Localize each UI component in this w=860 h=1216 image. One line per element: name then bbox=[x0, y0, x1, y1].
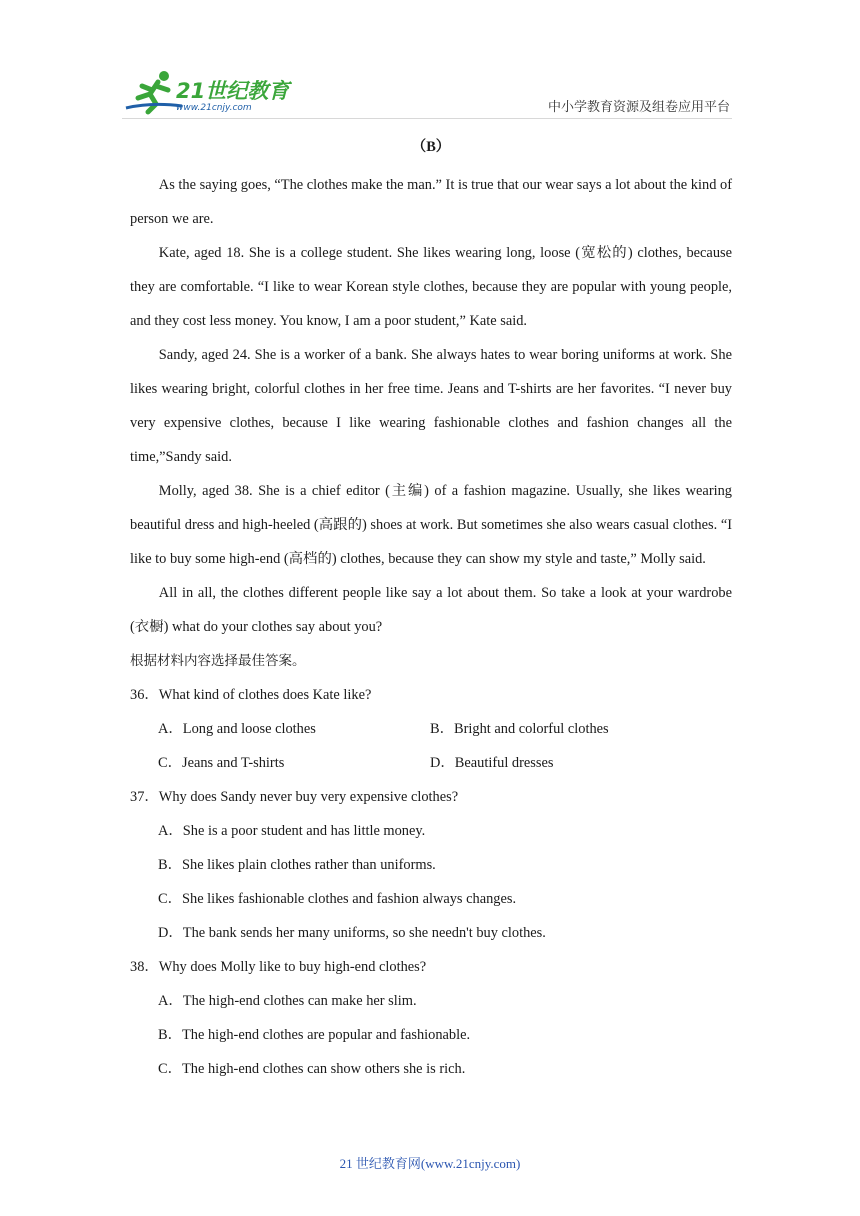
passage-paragraph: Kate, aged 18. She is a college student. She likes wearing long, loose (宽松的) clothes, because they are comfortable. “I like to wear Korean style clothes, because they are popular with young people, and they cost less money. You know, I am a poor student,” Kate said. bbox=[130, 245, 732, 329]
header-platform-text: 中小学教育资源及组卷应用平台 bbox=[547, 100, 730, 115]
passage-paragraph: Sandy, aged 24. She is a worker of a bank. She always hates to wear boring uniforms at work. She likes wearing bright, colorful clothes in her free time. Jeans and T-shirts are her favorites. “I never buy very expensive clothes, because I like wearing fashionable clothes and fashion changes all the time,”Sandy said. bbox=[130, 347, 732, 465]
logo-url-text: www.21cnjy.com bbox=[176, 103, 252, 113]
passage-paragraph: Molly, aged 38. She is a chief editor (主编) of a fashion magazine. Usually, she likes wearing beautiful dress and high-heeled (高跟的) shoes at work. But sometimes she also wears casual clothes. “I like to buy some high-end (高档的) clothes, because they can show my style and taste,” Molly said. bbox=[130, 483, 732, 567]
option-b: B．The high-end clothes are popular and fashionable. bbox=[158, 1027, 471, 1043]
question-37: 37．Why does Sandy never buy very expensive clothes? bbox=[130, 789, 459, 805]
logo-runner-head-icon bbox=[159, 71, 169, 81]
option-c: C．Jeans and T-shirts bbox=[158, 755, 285, 771]
logo bbox=[122, 68, 292, 116]
option-b: B．She likes plain clothes rather than uniforms. bbox=[158, 857, 436, 873]
instruction-text: 根据材料内容选择最佳答案。 bbox=[130, 653, 306, 669]
option-d: D．The bank sends her many uniforms, so she needn't buy clothes. bbox=[158, 925, 546, 941]
option-c: C．She likes fashionable clothes and fashion always changes. bbox=[158, 891, 517, 907]
passage-paragraph: All in all, the clothes different people like say a lot about them. So take a look at your wardrobe (衣橱) what do your clothes say about you? bbox=[130, 585, 732, 635]
question-36-options-row-1 bbox=[130, 712, 732, 746]
option-c: C．The high-end clothes can show others she is rich. bbox=[158, 1061, 466, 1077]
option-a: A．Long and loose clothes bbox=[158, 721, 316, 737]
logo-main-text: 21世纪教育 bbox=[176, 79, 290, 103]
passage-paragraph: As the saying goes, “The clothes make the man.” It is true that our wear says a lot about the kind of person we are. bbox=[130, 177, 732, 227]
option-d: D．Beautiful dresses bbox=[430, 755, 554, 771]
option-a: A．She is a poor student and has little money. bbox=[158, 823, 426, 839]
section-title: （B） bbox=[411, 139, 451, 155]
question-38: 38．Why does Molly like to buy high-end clothes? bbox=[130, 959, 427, 975]
page-footer: 21 世纪教育网(www.21cnjy.com) bbox=[339, 1156, 521, 1171]
option-b: B．Bright and colorful clothes bbox=[430, 721, 609, 737]
document-body bbox=[130, 134, 732, 1086]
page-header bbox=[0, 0, 860, 120]
header-divider bbox=[122, 118, 732, 119]
question-36-options-row-2 bbox=[130, 746, 732, 780]
logo-runner-body-icon bbox=[138, 82, 168, 112]
question-36: 36．What kind of clothes does Kate like? bbox=[130, 687, 372, 703]
option-a: A．The high-end clothes can make her slim. bbox=[158, 993, 417, 1009]
